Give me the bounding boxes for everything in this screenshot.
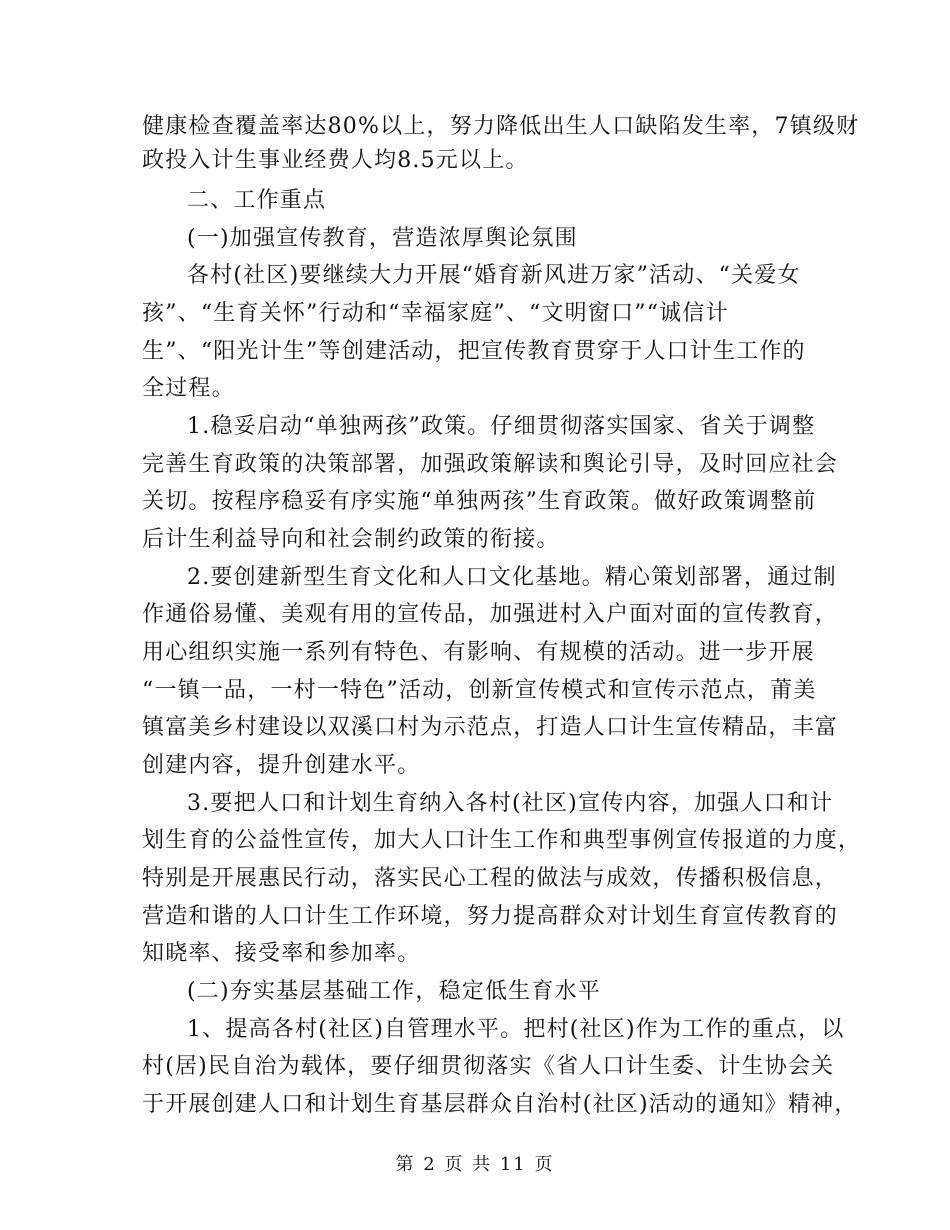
text-line-19: 3.要把人口和计划生育纳入各村(社区)宣传内容，加强人口和计 xyxy=(187,791,834,816)
text-line-21: 特别是开展惠民行动，落实民心工程的做法与成效，传播积极信息， xyxy=(142,866,839,891)
text-line-7: 生”、“阳光计生”等创建活动，把宣传教育贯穿于人口计生工作的 xyxy=(142,339,806,364)
text-line-22: 营造和谐的人口计生工作环境，努力提高群众对计划生育宣传教育的 xyxy=(142,904,839,929)
text-line-27: 于开展创建人口和计划生育基层群众自治村(社区)活动的通知》精神， xyxy=(142,1092,858,1117)
text-line-16: “一镇一品，一村一特色”活动，创新宣传模式和宣传示范点，莆美 xyxy=(142,678,817,703)
text-line-20: 划生育的公益性宣传，加大人口计生工作和典型事例宣传报道的力度， xyxy=(142,828,862,853)
subsection-heading-1: (一)加强宣传教育，营造浓厚舆论氛围 xyxy=(187,226,578,251)
subsection-heading-2: (二)夯实基层基础工作，稳定低生育水平 xyxy=(187,979,601,1004)
text-line-11: 关切。按程序稳妥有序实施“单独两孩”生育政策。做好政策调整前 xyxy=(142,489,817,514)
section-heading-work-focus: 二、工作重点 xyxy=(187,188,327,213)
text-line-10: 完善生育政策的决策部署，加强政策解读和舆论引导，及时回应社会 xyxy=(142,452,839,477)
text-line-17: 镇富美乡村建设以双溪口村为示范点，打造人口计生宣传精品，丰富 xyxy=(142,715,839,740)
text-line-1: 健康检查覆盖率达80%以上，努力降低出生人口缺陷发生率，7镇级财 xyxy=(142,114,860,139)
text-line-13: 2.要创建新型生育文化和人口文化基地。精心策划部署，通过制 xyxy=(187,565,837,590)
text-line-26: 村(居)民自治为载体，要仔细贯彻落实《省人口计生委、计生协会关 xyxy=(142,1054,835,1079)
text-line-6: 孩”、“生育关怀”行动和“幸福家庭”、“文明窗口”“诚信计 xyxy=(142,301,729,326)
text-line-12: 后计生利益导向和社会制约政策的衔接。 xyxy=(142,527,560,552)
page-footer: 第 2 页 共 11 页 xyxy=(395,1154,555,1175)
text-line-15: 用心组织实施一系列有特色、有影响、有规模的活动。进一步开展 xyxy=(142,640,815,665)
text-line-14: 作通俗易懂、美观有用的宣传品，加强进村入户面对面的宣传教育， xyxy=(142,602,839,627)
text-line-2: 政投入计生事业经费人均8.5元以上。 xyxy=(142,148,529,173)
text-line-25: 1、提高各村(社区)自管理水平。把村(社区)作为工作的重点，以 xyxy=(187,1017,845,1042)
text-line-8: 全过程。 xyxy=(142,376,235,401)
text-line-5: 各村(社区)要继续大力开展“婚育新风进万家”活动、“关爱女 xyxy=(187,263,801,288)
text-line-9: 1.稳妥启动“单独两孩”政策。仔细贯彻落实国家、省关于调整 xyxy=(187,414,816,439)
text-line-23: 知晓率、接受率和参加率。 xyxy=(142,941,421,966)
text-line-18: 创建内容，提升创建水平。 xyxy=(142,753,421,778)
